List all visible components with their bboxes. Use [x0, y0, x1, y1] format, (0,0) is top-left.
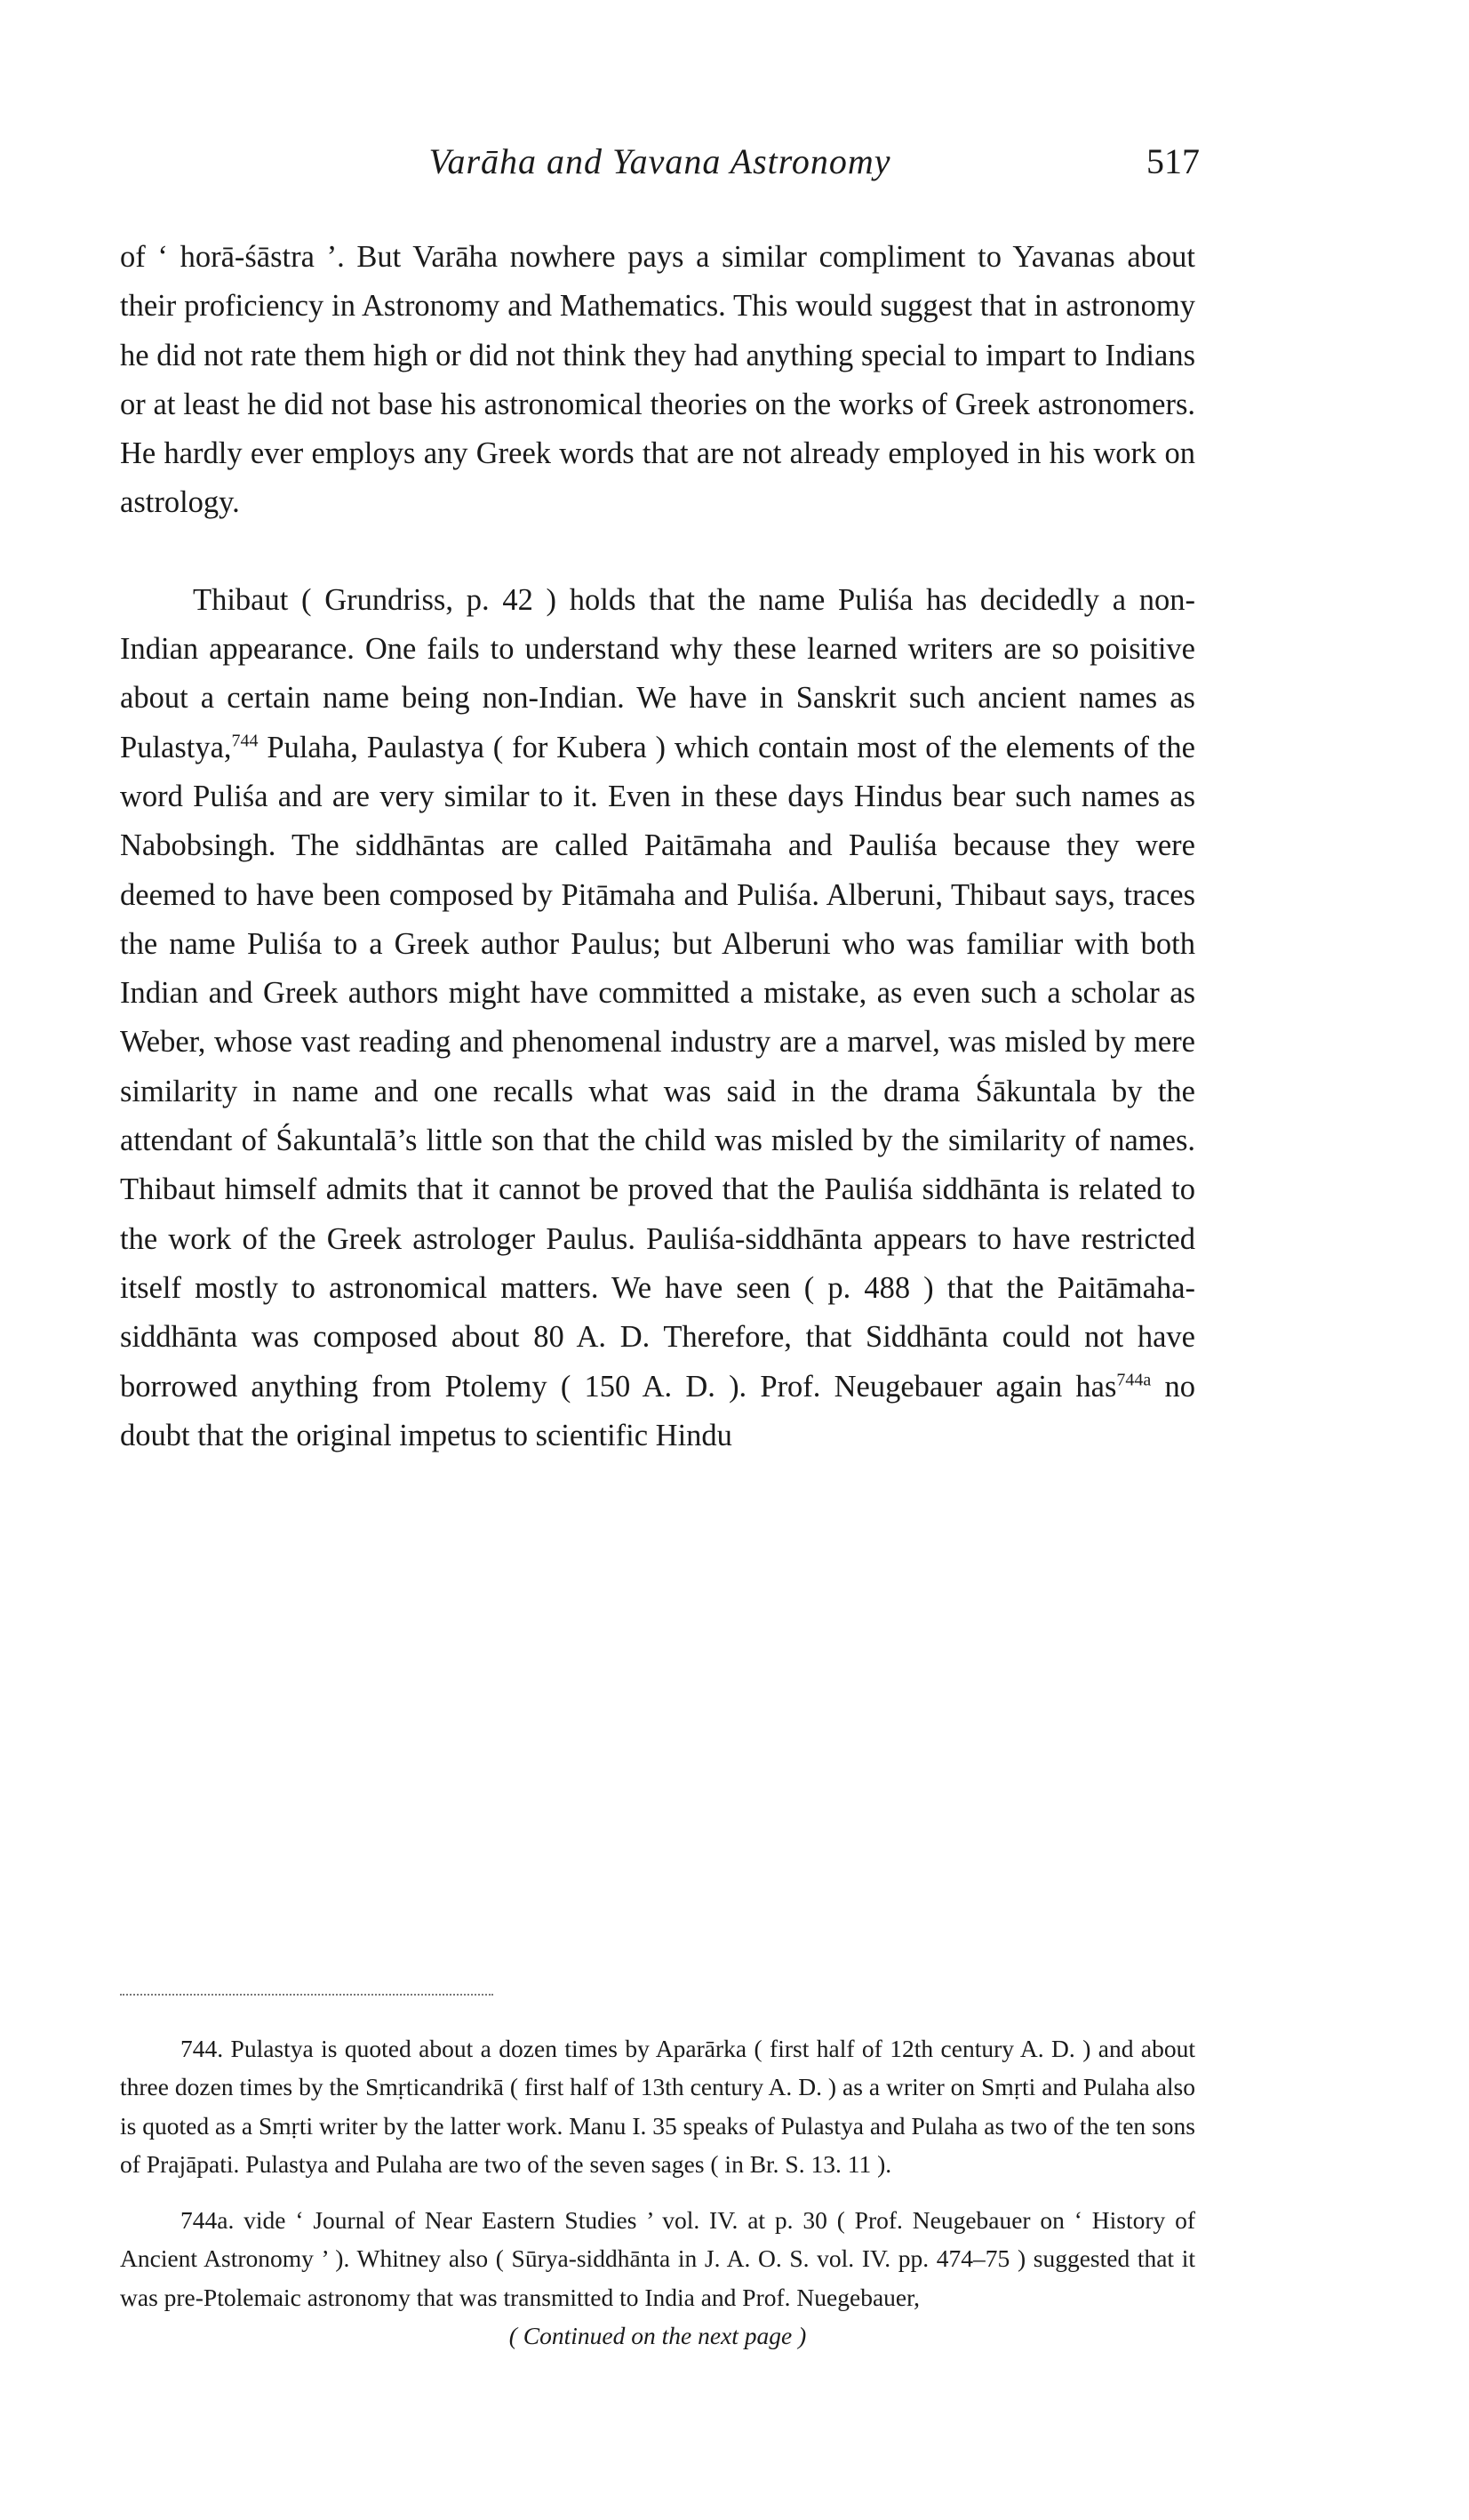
- paragraph-thibaut-part-a: Thibaut ( Grundriss, p. 42 ) holds that the name Puliśa has decidedly a non-Indian appearance. One fails to understand why these learned writers are so poisitive about a certain name being non-Indian. We have in Sanskrit such ancient names as Pulastya,: [120, 582, 1195, 764]
- running-title: Varāha and Yavana Astronomy: [428, 141, 891, 181]
- footnotes: [120, 2029, 1195, 2355]
- paragraph-thibaut-part-b: Pulaha, Paulastya ( for Kubera ) which contain most of the elements of the word Puliśa and are very similar to it. Even in these days Hindus bear such names as Nabobsingh. The siddhāntas are called Paitāmaha and Pauliśa because they were deemed to have been composed by Pitāmaha and Puliśa. Alberuni, Thibaut says, traces the name Puliśa to a Greek author Paulus; but Alberuni who was familiar with both Indian and Greek authors might have committed a mistake, as even such a scholar as Weber, whose vast reading and phenomenal industry are a marvel, was misled by mere similarity in name and one recalls what was said in the drama Śākuntala by the attendant of Śakuntalā’s little son that the child was misled by the similarity of names. Thibaut himself admits that it cannot be proved that the Pauliśa siddhānta is related to the work of the Greek astrologer Paulus. Pauliśa-siddhānta appears to have restricted itself mostly to astronomical matters. We have seen ( p. 488 ) that the Paitāmaha-siddhānta was composed about 80 A. D. Therefore, that Siddhānta could not have borrowed anything from Ptolemy ( 150 A. D. ). Prof. Neugebauer again has: [120, 730, 1195, 1404]
- paragraph-thibaut: [120, 576, 1195, 1460]
- body-text: [120, 233, 1195, 1460]
- footnote-separator: [120, 1994, 493, 1996]
- paragraph-thibaut-part-c: no doubt that the original impetus to scientific Hindu: [120, 1369, 1196, 1452]
- footnote-744a: 744a. vide ‘ Journal of Near Eastern Studies ’ vol. IV. at p. 30 ( Prof. Neugebauer on ‘ History of Ancient Astronomy ’ ). Whitney also ( Sūrya-siddhānta in J. A. O. S. vol. IV. pp. 474–75 ) suggested that it was pre-Ptolemaic astronomy that was transmitted to India and Prof. Nuegebauer,: [120, 2206, 1195, 2311]
- paragraph-horasastra: of ‘ horā-śāstra ’. But Varāha nowhere pays a similar compliment to Yavanas about their proficiency in Astronomy and Mathematics. This would suggest that in astronomy he did not rate them high or did not think they had anything special to impart to Indians or at least he did not base his astronomical theories on the works of Greek astronomers. He hardly ever employs any Greek words that are not already employed in his work on astrology.: [120, 240, 1195, 520]
- footnote-744: 744. Pulastya is quoted about a dozen times by Aparārka ( first half of 12th century A. D. ) and about three dozen times by the Smṛticandrikā ( first half of 13th century A. D. ) as a writer on Smṛti and Pulaha also is quoted as a Smṛti writer by the latter work. Manu I. 35 speaks of Pulastya and Pulaha as two of the ten sons of Prajāpati. Pulastya and Pulaha are two of the seven sages ( in Br. S. 13. 11 ).: [120, 2035, 1195, 2178]
- footnote-ref-744: 744: [231, 731, 259, 751]
- continued-note: ( Continued on the next page ): [508, 2322, 807, 2350]
- running-head: [120, 140, 1200, 194]
- page-number: 517: [1146, 141, 1200, 181]
- footnote-ref-744a: 744a: [1116, 1370, 1152, 1390]
